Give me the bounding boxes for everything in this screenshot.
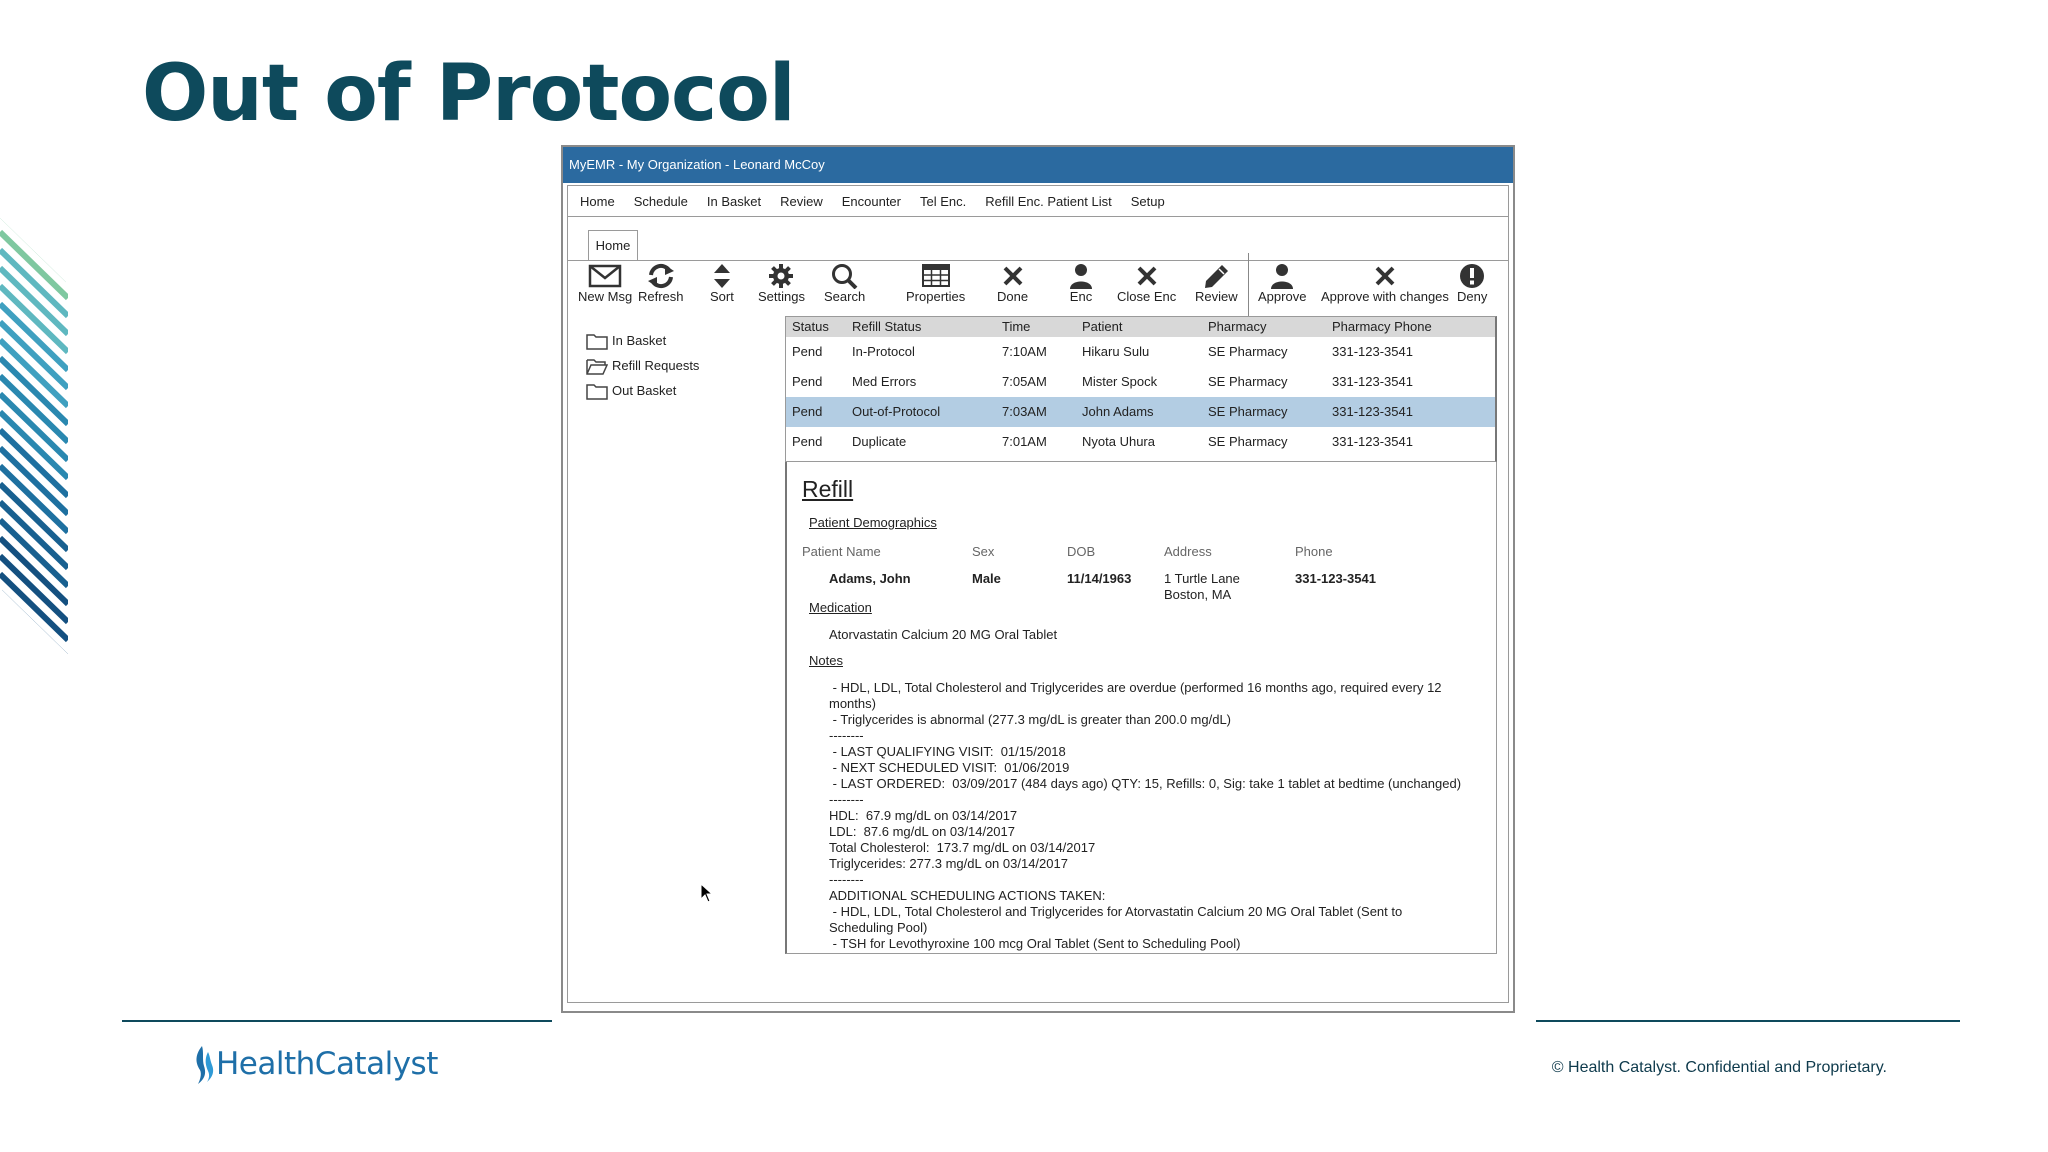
decorative-stripe [0,574,68,640]
x-icon [1135,263,1159,289]
cell-status: Pend [792,434,823,449]
deny-label: Deny [1457,289,1488,304]
folder-icon [586,332,608,350]
label-dob: DOB [1067,544,1096,559]
enc-button[interactable] [1069,263,1093,304]
review-button[interactable] [1195,263,1238,304]
decorative-stripe [0,304,68,370]
decorative-stripe [0,250,68,316]
decorative-stripe [0,502,68,568]
flame-icon [192,1044,216,1084]
cell-patient: John Adams [1082,404,1154,419]
person-icon [1270,263,1294,289]
emr-content [567,185,1509,1003]
alert-icon [1458,263,1486,289]
decorative-stripe [0,322,68,388]
cell-time: 7:01AM [1002,434,1047,449]
menu-encounter[interactable]: Encounter [841,193,901,209]
cell-pharmacy-phone: 331-123-3541 [1332,404,1413,419]
decorative-stripe [0,232,68,298]
label-phone: Phone [1295,544,1333,559]
new-msg-button[interactable] [578,263,632,304]
cell-status: Pend [792,374,823,389]
approve-label: Approve [1258,289,1307,304]
decorative-stripe [0,466,68,532]
sort-button[interactable] [710,263,734,304]
envelope-icon [588,263,622,289]
cell-time: 7:05AM [1002,374,1047,389]
done-label: Done [997,289,1029,304]
decorative-stripe [0,268,68,334]
header-patient[interactable]: Patient [1082,319,1123,334]
folder-label: Out Basket [612,383,677,398]
patient-demographics-heading: Patient Demographics [809,515,937,530]
new-msg-label: New Msg [578,289,633,304]
cell-refill-status: Med Errors [852,374,917,389]
properties-label: Properties [906,289,966,304]
cell-refill-status: Out-of-Protocol [852,404,941,419]
deny-button[interactable] [1457,263,1487,304]
decorative-stripe [0,538,68,604]
decorative-stripes [0,218,68,654]
x-icon [1373,263,1397,289]
footer-line-right [1536,1020,1960,1022]
phone-value: 331-123-3541 [1295,571,1376,586]
header-pharmacy[interactable]: Pharmacy [1208,319,1267,334]
cell-pharmacy-phone: 331-123-3541 [1332,434,1413,449]
menu-refill-enc-patient-list[interactable]: Refill Enc. Patient List [985,193,1112,209]
copyright-text: © Health Catalyst. Confidential and Proprietary. [1551,1059,1887,1076]
approve-button[interactable] [1258,263,1306,304]
close-enc-label: Close Enc [1117,289,1177,304]
refresh-label: Refresh [638,289,684,304]
approve-with-changes-label: Approve with changes [1321,289,1449,304]
tab-home[interactable]: Home [588,230,638,261]
cell-time: 7:03AM [1002,404,1047,419]
cell-pharmacy: SE Pharmacy [1208,374,1288,389]
decorative-stripe [0,340,68,406]
decorative-stripe [0,592,68,654]
slide-title: Out of Protocol [142,49,795,139]
table-header [786,317,1495,337]
cell-pharmacy: SE Pharmacy [1208,434,1288,449]
refresh-icon [646,263,676,289]
window-title: MyEMR - My Organization - Leonard McCoy [563,147,1513,183]
folder-label: In Basket [612,333,667,348]
decorative-stripe [0,358,68,424]
search-icon [830,263,860,289]
cell-patient: Mister Spock [1082,374,1158,389]
mouse-cursor-icon [700,883,714,903]
refill-title: Refill [802,476,854,502]
decorative-stripe [0,484,68,550]
cell-time: 7:10AM [1002,344,1047,359]
toolbar [568,260,1508,321]
cell-pharmacy: SE Pharmacy [1208,344,1288,359]
cell-refill-status: Duplicate [852,434,907,449]
search-button[interactable] [824,263,865,304]
label-patient-name: Patient Name [802,544,881,559]
pencil-icon [1202,263,1230,289]
table-row[interactable] [786,337,1495,367]
refill-detail-panel [785,462,1497,954]
footer-line-left [122,1020,552,1022]
menu-review[interactable]: Review [780,193,823,209]
medication-heading: Medication [809,600,872,615]
menu-bar [568,186,1508,217]
review-label: Review [1195,289,1238,304]
cell-status: Pend [792,344,823,359]
folder-icon [586,382,608,400]
decorative-stripe [0,430,68,496]
folder-in-basket[interactable] [586,328,699,353]
cell-refill-status: In-Protocol [852,344,915,359]
gear-icon [767,263,795,289]
menu-home[interactable]: Home [580,193,615,209]
sort-icon [712,263,732,289]
refresh-button[interactable] [638,263,684,304]
dob-value: 11/14/1963 [1067,571,1132,586]
decorative-stripe [0,376,68,442]
logo-text: HealthCatalyst [216,1046,438,1082]
decorative-stripe [0,412,68,478]
approve-with-changes-button[interactable] [1321,263,1449,304]
table-row[interactable] [786,427,1495,457]
cell-pharmacy-phone: 331-123-3541 [1332,344,1413,359]
table-row-selected[interactable] [786,397,1495,427]
refill-request-table [785,316,1497,462]
notes-text: - HDL, LDL, Total Cholesterol and Triglycerides are overdue (performed 16 months ago, required every 12 months) - Triglycerides is abnormal (277.3 mg/dL is greater than 200.0 mg/dL) -------- - LAST QUALIFYING VISIT: 01/15/2018 - NEXT SCHEDULED VISIT: 01/06/2019 - LAST ORDERED: 03/09/2017 (484 days ago) QTY: 15, Refills: 0, Sig: take 1 tablet at bedtime (unchanged) -------- HDL: 67.9 mg/dL on 03/14/2017 LDL: 87.6 mg/dL on 03/14/2017 Total Cholesterol: 173.7 mg/dL on 03/14/2017 Triglycerides: 277.3 mg/dL on 03/14/2017 -------- ADDITIONAL SCHEDULING ACTIONS TAKEN: - HDL, LDL, Total Cholesterol and Triglycerides for Atorvastatin Calcium 20 MG Oral Tablet (Sent to Scheduling Pool) - TSH for Levothyroxine 100 mcg Oral Tablet (Sent to Scheduling Pool) [829,680,1462,951]
cell-patient: Nyota Uhura [1082,434,1155,449]
address-value: 1 Turtle Lane Boston, MA [1164,571,1240,602]
search-label: Search [824,289,866,304]
sort-label: Sort [710,289,734,304]
sex-value: Male [972,571,1001,586]
open-folder-icon [586,357,608,375]
person-icon [1069,263,1093,289]
cell-patient: Hikaru Sulu [1082,344,1150,359]
cell-pharmacy-phone: 331-123-3541 [1332,374,1413,389]
menu-in-basket[interactable]: In Basket [706,193,762,209]
folder-label: Refill Requests [612,358,700,373]
folder-tree [586,328,699,403]
toolbar-separator [1248,253,1249,319]
health-catalyst-logo [192,1044,438,1084]
label-sex: Sex [972,544,995,559]
header-refill-status[interactable]: Refill Status [852,319,922,334]
table-icon [921,263,951,289]
close-enc-button[interactable] [1117,263,1176,304]
cell-status: Pend [792,404,823,419]
done-button[interactable] [997,263,1028,304]
menu-tel-enc[interactable]: Tel Enc. [920,193,967,209]
decorative-stripe [0,394,68,460]
decorative-stripe [0,286,68,352]
notes-heading: Notes [809,653,843,668]
x-icon [1001,263,1025,289]
decorative-stripe [0,556,68,622]
decorative-stripe [0,520,68,586]
decorative-stripe [0,448,68,514]
cell-pharmacy: SE Pharmacy [1208,404,1288,419]
label-address: Address [1164,544,1212,559]
folder-refill-requests[interactable] [586,353,699,378]
properties-button[interactable] [906,263,965,304]
settings-label: Settings [758,289,805,304]
medication-value: Atorvastatin Calcium 20 MG Oral Tablet [829,627,1058,642]
header-pharmacy-phone[interactable]: Pharmacy Phone [1332,319,1432,334]
table-row[interactable] [786,367,1495,397]
menu-schedule[interactable]: Schedule [633,193,688,209]
enc-label: Enc [1069,289,1093,304]
header-time[interactable]: Time [1002,319,1031,334]
header-status[interactable]: Status [792,319,829,334]
patient-name-value: Adams, John [829,571,911,586]
menu-setup[interactable]: Setup [1130,193,1165,209]
folder-out-basket[interactable] [586,378,699,403]
settings-button[interactable] [758,263,805,304]
decorative-stripe [0,218,68,280]
